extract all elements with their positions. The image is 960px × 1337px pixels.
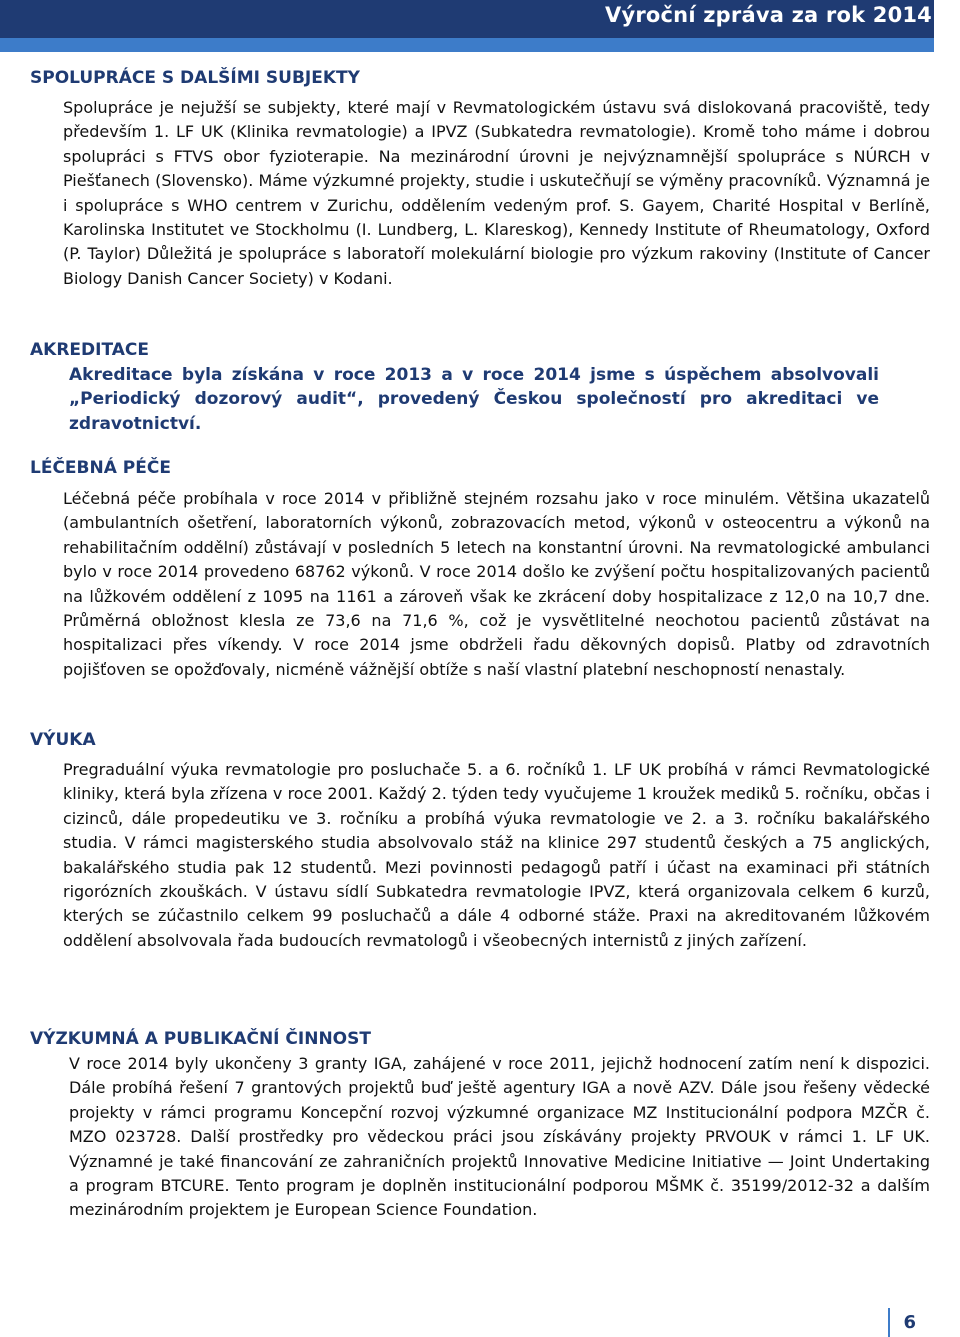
section-heading-akreditace: AKREDITACE [30,340,149,360]
section-text-akreditace: Akreditace byla získána v roce 2013 a v roce 2014 jsme s úspěchem absolvovali „Periodický dozorový audit“, provedený Českou společností pro akreditaci ve zdravotnictví. [69,365,879,434]
section-text-spoluprace: Spolupráce je nejužší se subjekty, které mají v Revmatologickém ústavu svá dislokovaná pracoviště, tedy především 1. LF UK (Klinika revmatologie) a IPVZ (Subkatedra revmatologie). Kromě toho máme i dobrou spolupráci s FTVS obor fyzioterapie. Na mezinárodní úrovni je nejvýznamnější spolupráce s NÚRCH v Piešťanech (Slovensko). Máme výzkumné projekty, studie i uskutečňují se výměny pracovníků. Významná je i spolupráce s WHO centrem v Zurichu, oddělením vedeným prof. S. Gayem, Charité Hospital v Berlíně, Karolinska Institutet ve Stockholmu (I. Lundberg, L. Klareskog), Kennedy Institute of Rheumatology, Oxford (P. Taylor) Důležitá je spolupráce s laboratoří molekulární biologie pro výzkum rakoviny (Institute of Cancer Biology Danish Cancer Society) v Kodani. [63,98,930,288]
section-heading-vyzkum: VÝZKUMNÁ A PUBLIKAČNÍ ČINNOST [30,1029,371,1049]
report-header-bar [0,0,934,38]
section-heading-lecebna-pece: LÉČEBNÁ PÉČE [30,458,171,478]
page-number-divider [888,1308,890,1337]
section-text-lecebna-pece: Léčebná péče probíhala v roce 2014 v přibližně stejném rozsahu jako v roce minulém. Většina ukazatelů (ambulantních ošetření, laboratorních výkonů, zobrazovacích metod, výkonů v osteocentru a výkonů na rehabilitačním oddělní) zůstávají v posledních 5 letech na konstantní úrovni. Na revmatologické ambulanci bylo v roce 2014 provedeno 68762 výkonů. V roce 2014 došlo ke zvýšení počtu hospitalizovaných pacientů na lůžkovém oddělení z 1095 na 1161 a zároveň však ke zkrácení doby hospitalizace z 12,0 na 10,7 dne. Průměrná obložnost klesla ze 73,6 na 71,6 %, což je vysvětlitelné neochotou pacientů zůstávat na hospitalizaci přes víkendy. V roce 2014 jsme obdrželi řadu děkovných dopisů. Platby od zdravotních pojišťoven se opožďovaly, nicméně vážnější obtíže s naší vlastní platební neschopností nenastaly. [63,489,930,679]
header-accent-rule [0,38,934,52]
section-text-vyuka: Pregraduální výuka revmatologie pro posluchače 5. a 6. ročníků 1. LF UK probíhá v rámci Revmatologické kliniky, která byla zřízena v roce 2001. Každý 2. týden tedy vyučujeme 1 kroužek mediků 5. ročníku, občas i cizinců, dále propedeutiku ve 3. ročníku a probíhá výuka revmatologie ve 2. a 3. ročníku bakalářského studia. V rámci magisterského studia absolvovalo stáž na klinice 297 studentů českých a 75 anglických, bakalářského studia pak 12 studentů. Mezi povinnosti pedagogů patří i účast na examinaci při státních rigorózních zkouškách. V ústavu sídlí Subkatedra revmatologie IPVZ, která organizovala celkem 6 kurzů, kterých se zúčastnilo celkem 99 posluchačů a dále 4 odborné stáže. Praxi na akreditovaném lůžkovém oddělení absolvovala řada budoucích revmatologů i všeobecných internistů z jiných zařízení. [63,760,930,950]
report-title: Výroční zpráva za rok 2014 [605,3,932,27]
section-text-vyzkum: V roce 2014 byly ukončeny 3 granty IGA, zahájené v roce 2011, jejichž hodnocení zatím není k dispozici. Dále probíhá řešení 7 grantových projektů buď ještě agentury IGA a nově AZV. Dále jsou řešeny vědecké projekty v rámci programu Koncepční rozvoj výzkumné organizace MZ Institucionální podpora MZČR č. MZO 023728. Další prostředky pro vědeckou práci jsou získávány projekty PRVOUK v rámci 1. LF UK. Významné je také financování ze zahraničních projektů Innovative Medicine Initiative — Joint Undertaking a program BTCURE. Tento program je doplněn institucionální podporou MŠMK č. 35199/2012-32 a dalším mezinárodním projektem je European Science Foundation. [69,1054,930,1220]
section-heading-spoluprace: SPOLUPRÁCE S DALŠÍMI SUBJEKTY [30,68,360,88]
section-heading-vyuka: VÝUKA [30,730,96,750]
page-number: 6 [903,1312,916,1333]
